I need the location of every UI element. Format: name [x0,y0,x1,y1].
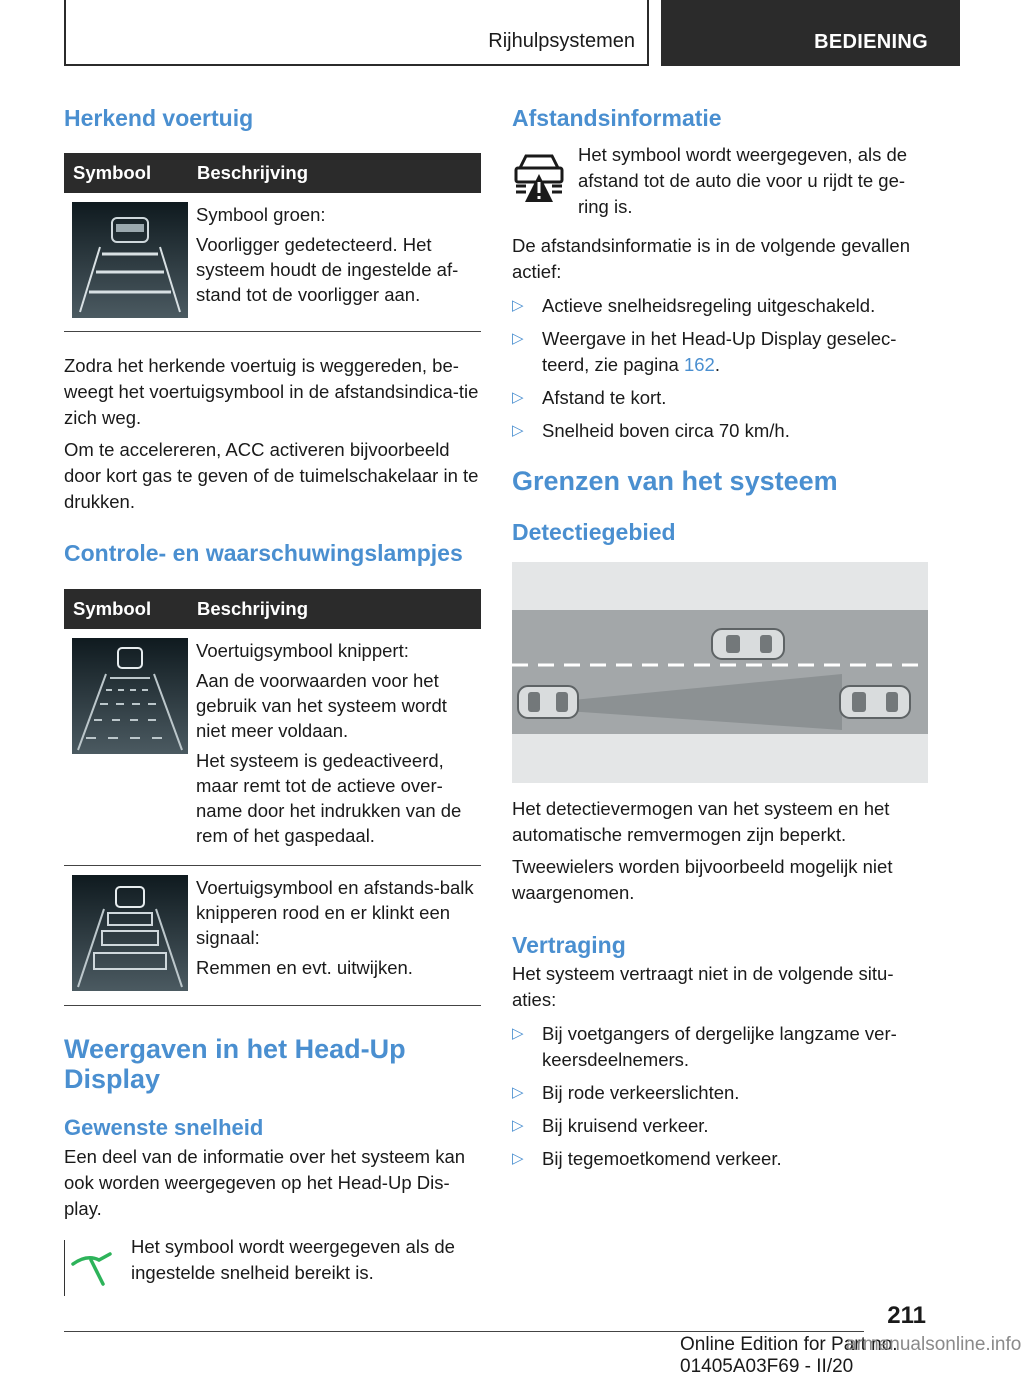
chapter-title: BEDIENING [814,31,928,53]
heading-desired-speed: Gewenste snelheid [64,1115,264,1140]
list-item: ▷ Weergave in het Head-Up Display geselec-teerd, zie pagina 162. [512,328,897,375]
table-row [64,866,481,1006]
table-row [64,629,481,866]
row-line: Aan de voorwaarden voor het gebruik van het systeem wordt niet meer voldaan. [196,670,447,741]
paragraph: Het systeem vertraagt niet in de volgende situ-aties: [512,963,894,1010]
table-header-description: Beschrijving [197,598,309,619]
paragraph: Een deel van de informatie over het systeem kan ook worden weergegeven op het Head-Up Dis-play. [64,1146,466,1219]
bullet-list-active [512,293,928,444]
row-line: Symbool groen: [196,204,326,225]
paragraph: Tweewielers worden bijvoorbeeld mogelijk niet waargenomen. [512,856,893,903]
paragraph: Het symbool wordt weergegeven als de ingestelde snelheid bereikt is. [131,1236,455,1283]
heading-detection-area: Detectiegebied [512,519,676,545]
footer-divider [64,1331,864,1332]
acc-vehicle-flashing-icon [64,638,188,853]
acc-distance-bar-red-icon [64,875,188,991]
table-header-symbol: Symbool [73,162,152,183]
list-item: ▷ Bij tegemoetkomend verkeer. [512,1148,782,1169]
header-chapter-box [661,0,960,66]
row-line: Remmen en evt. uitwijken. [196,957,413,978]
table-header-description: Beschrijving [197,162,309,183]
paragraph: Het detectievermogen van het systeem en het automatische remvermogen zijn beperkt. [512,798,890,845]
edition-text: Online Edition for Part no. 01405A03F69 - II/20 [680,1334,898,1377]
row-line: Voertuigsymbool knippert: [196,640,409,661]
heading-distance-info: Afstandsinformatie [512,105,722,131]
table-header [64,153,481,193]
paragraph: Het symbool wordt weergegeven, als de afstand tot de auto die voor u rijdt te ge-ring is. [578,144,908,217]
list-item: ▷ Snelheid boven circa 70 km/h. [512,420,790,441]
symbol-table-1 [64,153,481,332]
heading-delay: Vertraging [512,932,626,958]
paragraph: Zodra het herkende voertuig is weggereden, be-weegt het voertuigsymbool in de afstandsindica-tie zich weg. [64,355,479,428]
heading-recognized-vehicle: Herkend voertuig [64,105,254,131]
list-item: ▷ Bij kruisend verkeer. [512,1115,709,1136]
row-line: Voertuigsymbool en afstands-balk knipperen rood en er klinkt een signaal: [196,877,474,948]
list-item: ▷ Bij rode verkeerslichten. [512,1082,740,1103]
speed-reached-check-icon [64,1240,119,1296]
list-item: ▷ Actieve snelheidsregeling uitgeschakeld. [512,295,876,316]
heading-warning-lamps: Controle- en waarschuwingslampjes [64,540,463,566]
list-item: ▷ Afstand te kort. [512,387,667,408]
list-item: ▷ Bij voetgangers of dergelijke langzame ver-keersdeelnemers. [512,1023,897,1070]
detection-area-road-illustration [512,562,928,783]
table-row [64,193,481,332]
distance-symbol-block [512,142,928,220]
speed-symbol-block [64,1234,481,1296]
watermark: armanualsonline.info [846,1334,1021,1355]
page-link[interactable]: 162 [683,354,715,375]
acc-vehicle-green-icon [64,202,188,318]
section-title: Rijhulpsystemen [488,30,635,52]
header-section-box [64,0,649,66]
bullet-list-delay [512,1021,928,1172]
row-line: Voorligger gedetecteerd. Het systeem houdt de ingestelde af-stand tot de voorligger aan. [196,234,459,305]
page-number: 211 [887,1302,926,1329]
paragraph: Om te accelereren, ACC activeren bijvoorbeeld door kort gas te geven of de tuimelschakelaar in te drukken. [64,439,479,512]
table-header [64,589,481,629]
row-line: Het systeem is gedeactiveerd, maar remt tot de actieve over-name door het indrukken van de rem of het gaspedaal. [196,750,462,846]
table-header-symbol: Symbool [73,598,152,619]
heading-hud: Weergaven in het Head-Up Display [64,1034,406,1094]
paragraph: De afstandsinformatie is in de volgende gevallen actief: [512,235,910,282]
right-column [512,100,928,1179]
symbol-table-2 [64,589,481,1006]
left-column [64,100,481,1296]
heading-system-limits: Grenzen van het systeem [512,466,838,496]
distance-warning-car-icon [512,150,566,210]
